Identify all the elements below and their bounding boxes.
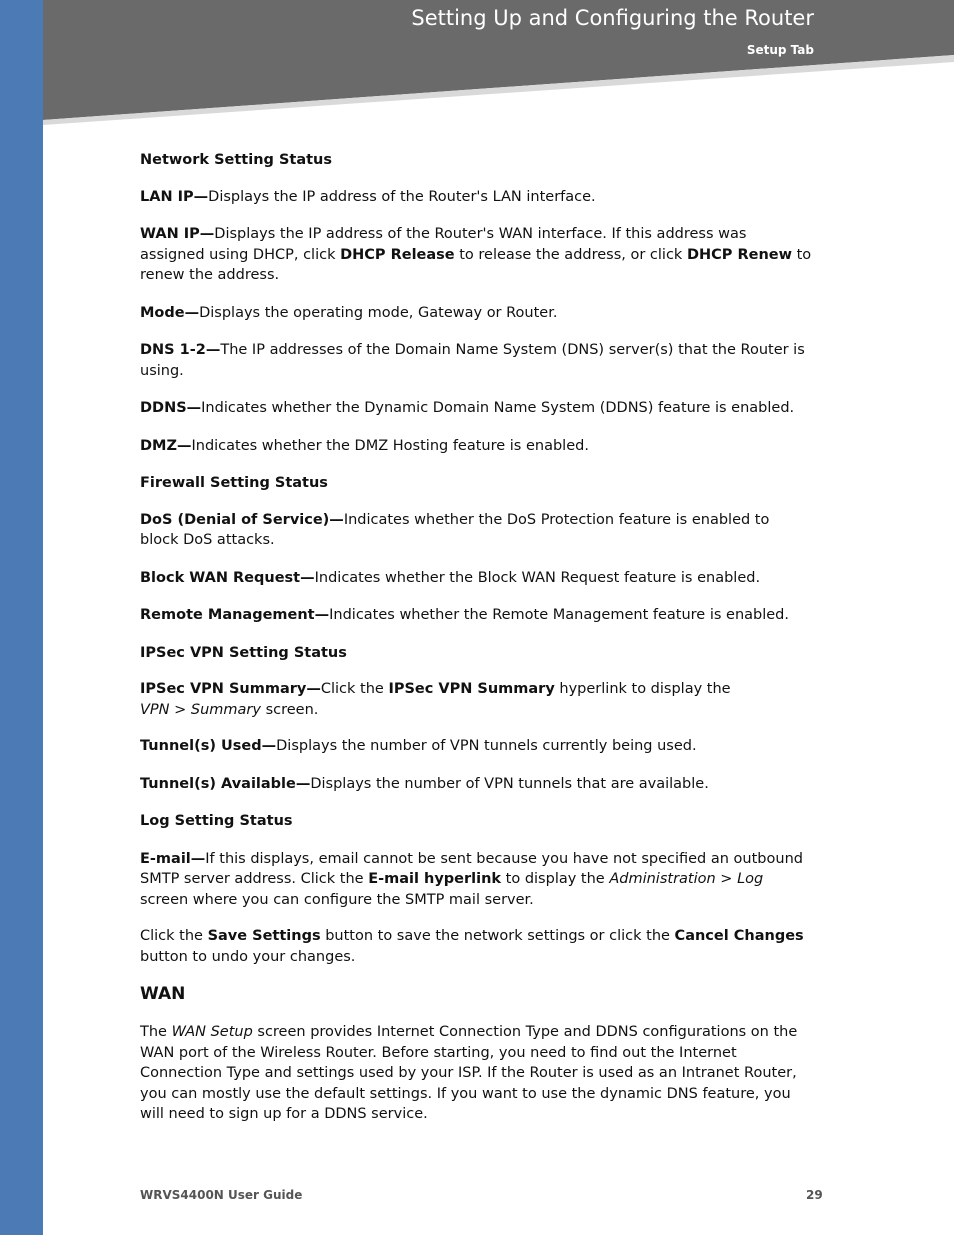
text-run: Indicates whether the Remote Management feature is enabled.: [329, 607, 789, 623]
italic-term: Administration: [609, 871, 716, 887]
page-content: [140, 134, 812, 1125]
text-run: screen provides Internet Connection Type and DDNS configurations on the WAN port of the Wireless Router. Before starting, you need to find out the Internet Connection Type and settings used by your ISP. If the Router is used as an Intranet Router, you can mostly use the default settings. If you want to use the dynamic DNS feature, you will need to sign up for a DDNS service.: [140, 1024, 798, 1122]
paragraph: [140, 340, 812, 381]
paragraph: [140, 1022, 812, 1125]
text-run: >: [715, 871, 738, 887]
bold-term: WAN IP—: [140, 226, 215, 242]
paragraph: [140, 510, 812, 551]
text-run: >: [169, 701, 191, 718]
italic-term: WAN Setup: [171, 1024, 253, 1040]
section-heading: IPSec VPN Setting Status: [140, 644, 347, 661]
section-heading: Firewall Setting Status: [140, 475, 328, 491]
bold-term: Remote Management—: [140, 607, 330, 623]
bold-term: Mode—: [140, 304, 200, 321]
text-run: If this displays, email cannot be sent because you have not specified an outbound SMTP server address. Click the: [140, 850, 803, 887]
text-run: button to undo your changes.: [140, 948, 356, 965]
bold-term: DDNS—: [140, 400, 202, 416]
text-run: to renew the address.: [140, 246, 812, 283]
paragraph: [140, 774, 812, 795]
bold-term: IPSec VPN Summary—: [140, 681, 321, 697]
page-number: 29: [806, 1188, 823, 1202]
text-run: screen where you can configure the SMTP mail server.: [140, 891, 534, 908]
paragraph: [140, 303, 812, 324]
left-sidebar-band: [0, 0, 43, 1235]
text-run: to display the: [501, 871, 610, 887]
bold-term: Tunnel(s) Used—: [140, 738, 277, 754]
italic-term: VPN: [140, 701, 170, 718]
text-run: Indicates whether the DMZ Hosting feature is enabled.: [191, 437, 589, 454]
heading: WAN: [140, 984, 186, 1004]
paragraph: [140, 224, 812, 286]
text-run: button to save the network settings or click the: [320, 928, 675, 944]
italic-term: Log: [737, 871, 764, 887]
header-title: Setting Up and Configuring the Router: [411, 6, 814, 30]
text-run: Click the: [140, 928, 208, 944]
text-run: Displays the IP address of the Router's WAN interface. If this address was assigned using DHCP, click: [140, 226, 747, 263]
header-subtitle: Setup Tab: [746, 43, 814, 57]
bold-term: DNS 1-2—: [140, 342, 221, 358]
text-run: hyperlink to display the: [554, 681, 731, 697]
paragraph: [140, 436, 812, 457]
paragraph: [140, 605, 812, 626]
paragraph: [140, 736, 812, 757]
footer-guide-title: WRVS4400N User Guide: [140, 1188, 303, 1202]
text-run: Indicates whether the Dynamic Domain Name System (DDNS) feature is enabled.: [201, 400, 795, 416]
paragraph: [140, 398, 812, 419]
text-run: to release the address, or click: [454, 246, 687, 263]
italic-term: Summary: [190, 701, 261, 718]
section-heading: Log Setting Status: [140, 813, 293, 829]
bold-term: LAN IP—: [140, 188, 209, 205]
bold-term: Save Settings: [207, 928, 321, 944]
bold-term: DoS (Denial of Service)—: [140, 511, 344, 528]
section-heading: Network Setting Status: [140, 152, 333, 168]
text-run: Indicates whether the DoS Protection feature is enabled to block DoS attacks.: [140, 511, 770, 548]
paragraph: [140, 849, 812, 911]
text-run: screen.: [260, 701, 319, 718]
bold-term: DMZ—: [140, 437, 192, 454]
paragraph: [140, 187, 812, 208]
text-run: Displays the operating mode, Gateway or Router.: [199, 304, 558, 321]
text-run: The: [140, 1024, 172, 1040]
paragraph: [140, 926, 812, 967]
bold-term: Block WAN Request—: [140, 569, 315, 586]
bold-term: E-mail hyperlink: [368, 871, 502, 887]
text-run: Indicates whether the Block WAN Request feature is enabled.: [314, 569, 761, 586]
bold-term: DHCP Renew: [686, 246, 792, 263]
paragraph: [140, 568, 812, 589]
bold-term: IPSec VPN Summary: [388, 681, 555, 697]
bold-term: Tunnel(s) Available—: [140, 775, 311, 792]
bold-term: DHCP Release: [340, 246, 455, 263]
text-run: Click the: [320, 681, 389, 697]
text-run: Displays the number of VPN tunnels that are available.: [310, 775, 709, 792]
text-run: Displays the IP address of the Router's LAN interface.: [208, 188, 596, 205]
bold-term: Cancel Changes: [674, 928, 804, 944]
bold-term: E-mail—: [140, 850, 206, 867]
text-run: The IP addresses of the Domain Name System (DNS) server(s) that the Router is using.: [140, 342, 805, 379]
text-run: Displays the number of VPN tunnels currently being used.: [276, 738, 697, 754]
paragraph: [140, 679, 812, 720]
